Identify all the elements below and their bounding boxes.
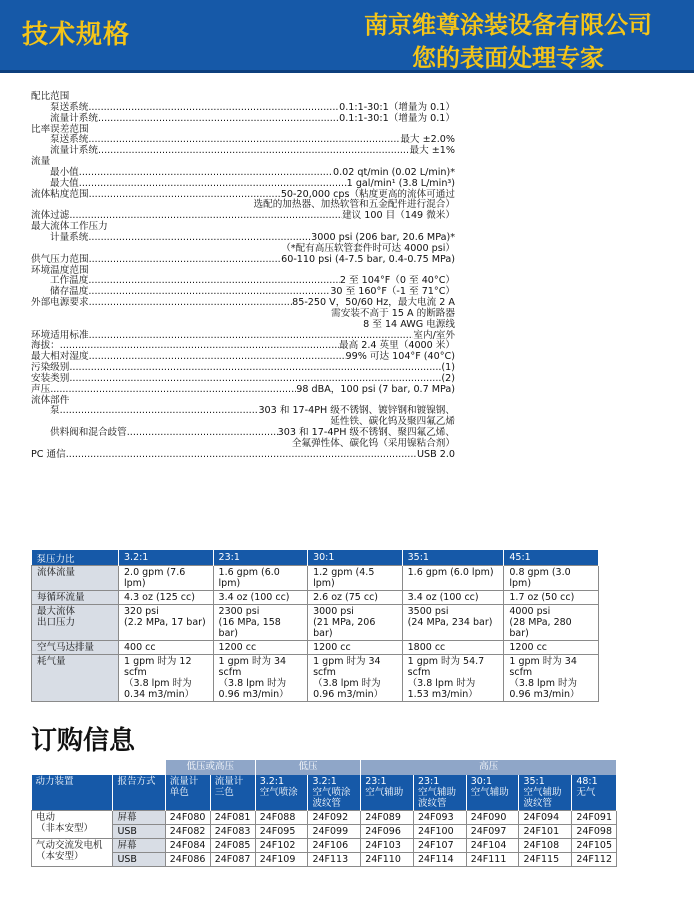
spec-row: 供料阀和混合歧管 ..... 303 和 17-4PH 级不锈钢、聚四氟乙烯、: [31, 428, 455, 439]
power-unit-label: 电动 （非本安型）: [32, 811, 113, 839]
table-header: 泵压力比: [32, 550, 119, 566]
table-cell: 1 gpm 时为 34 scfm （3.8 lpm 时为 0.96 m3/min）: [308, 655, 403, 702]
part-number: 24F114: [413, 853, 466, 867]
table-header: 30:1: [308, 550, 403, 566]
part-number: 24F113: [308, 853, 361, 867]
table-cell: 3.4 oz (100 cc): [402, 591, 504, 605]
table-header: 30:1 空气辅助: [466, 775, 519, 811]
spec-note: 需安装不高于 15 A 的断路器: [331, 307, 455, 319]
table-cell: 1 gpm 时为 34 scfm （3.8 lpm 时为 0.96 m3/min）: [213, 655, 308, 702]
table-cell: 3500 psi (24 MPa, 234 bar): [402, 605, 504, 641]
part-number: 24F100: [413, 825, 466, 839]
part-number: 24F088: [255, 811, 308, 825]
part-number: 24F098: [572, 825, 617, 839]
table-header: 45:1: [504, 550, 599, 566]
table-cell: 4000 psi (28 MPa, 280 bar): [504, 605, 599, 641]
row-label: 最大流体 出口压力: [32, 605, 119, 641]
spec-row: 泵送系统 ..... 0.1:1-30:1（增量为 0.1）: [31, 103, 455, 114]
company-slogan: 您的表面处理专家: [412, 44, 604, 72]
part-number: 24F099: [308, 825, 361, 839]
part-number: 24F091: [572, 811, 617, 825]
spec-note: 延性铁、碳化钨及聚四氟乙烯: [330, 416, 455, 428]
order-group-row: [32, 760, 617, 775]
spec-list: [31, 92, 455, 461]
table-row: [32, 839, 617, 853]
page-title: 技术规格: [22, 20, 131, 50]
part-number: 24F094: [519, 811, 572, 825]
table-header: 流量计 单色: [165, 775, 210, 811]
table-cell: 1200 cc: [308, 641, 403, 655]
power-unit-label: 气动交流发电机 （本安型）: [32, 839, 113, 867]
report-method: USB: [113, 825, 165, 839]
part-number: 24F095: [255, 825, 308, 839]
row-label: 流体流量: [32, 566, 119, 591]
part-number: 24F107: [413, 839, 466, 853]
table-header: 35:1: [402, 550, 504, 566]
table-cell: 4.3 oz (125 cc): [119, 591, 214, 605]
part-number: 24F090: [466, 811, 519, 825]
table-cell: 0.8 gpm (3.0 lpm): [504, 566, 599, 591]
part-number: 24F101: [519, 825, 572, 839]
report-method: 屏幕: [113, 811, 165, 825]
table-header: 35:1 空气辅助 波纹管: [519, 775, 572, 811]
spec-row: 最大值 ..... 1 gal/min¹ (3.8 L/min³): [31, 179, 455, 190]
part-number: 24F089: [361, 811, 414, 825]
table-row: [32, 811, 617, 825]
table-cell: 1.2 gpm (4.5 lpm): [308, 566, 403, 591]
part-number: 24F087: [210, 853, 255, 867]
table-cell: 1 gpm 时为 34 scfm （3.8 lpm 时为 0.96 m3/min）: [504, 655, 599, 702]
spec-row: 最小值 ..... 0.02 qt/min (0.02 L/min)*: [31, 168, 455, 179]
spec-note: 选配的加热器、加热软管和五金配件进行混合）: [253, 199, 455, 211]
report-method: USB: [113, 853, 165, 867]
spec-row: 流体过滤 ..... 建议 100 目（149 微米）: [31, 211, 455, 222]
table-cell: 1200 cc: [213, 641, 308, 655]
part-number: 24F112: [572, 853, 617, 867]
part-number: 24F081: [210, 811, 255, 825]
table-row: [32, 605, 599, 641]
spec-heading: 配比范围: [31, 91, 70, 102]
part-number: 24F083: [210, 825, 255, 839]
part-number: 24F102: [255, 839, 308, 853]
table-cell: 1 gpm 时为 12 scfm （3.8 lpm 时为 0.34 m3/min）: [119, 655, 214, 702]
spec-row: 储存温度 ..... 30 至 160°F（-1 至 71°C）: [31, 287, 455, 298]
row-label: 空气马达排量: [32, 641, 119, 655]
part-number: 24F105: [572, 839, 617, 853]
part-number: 24F093: [413, 811, 466, 825]
order-table: [31, 760, 617, 867]
table-row: [32, 825, 617, 839]
table-cell: 1 gpm 时为 54.7 scfm （3.8 lpm 时为 1.53 m3/min）: [402, 655, 504, 702]
part-number: 24F080: [165, 811, 210, 825]
spec-heading: 流体部件: [31, 394, 70, 406]
spec-row: 供气压力范围 ..... 60-110 psi (4-7.5 bar, 0.4-0.75 MPa): [31, 255, 455, 266]
table-row: [32, 853, 617, 867]
table-row: [32, 641, 599, 655]
row-label: 耗气量: [32, 655, 119, 702]
spec-row: 流量计系统 ..... 0.1:1-30:1（增量为 0.1）: [31, 114, 455, 125]
spec-row: 泵 ..... 303 和 17-4PH 级不锈钢、镀锌钢和镀镍钢、: [31, 406, 455, 417]
part-number: 24F085: [210, 839, 255, 853]
table-cell: 3.4 oz (100 cc): [213, 591, 308, 605]
spec-heading: 比率误差范围: [31, 123, 89, 135]
table-header: 23:1 空气辅助: [361, 775, 414, 811]
spec-row: 海拔： ..... 最高 2.4 英里（4000 米）: [31, 341, 455, 352]
table-cell: 1.6 gpm (6.0 lpm): [213, 566, 308, 591]
spec-row: 泵送系统 ..... 最大 ±2.0%: [31, 135, 455, 146]
spec-row: PC 通信 ..... USB 2.0: [31, 450, 455, 461]
table-header: 23:1: [213, 550, 308, 566]
row-label: 每循环流量: [32, 591, 119, 605]
part-number: 24F103: [361, 839, 414, 853]
spec-row: 最大相对湿度 ..... 99% 可达 104°F (40°C): [31, 352, 455, 363]
table-header: 动力装置: [32, 775, 113, 811]
spec-row: 安装类别 ..... (2): [31, 374, 455, 385]
group-header: 低压: [255, 760, 361, 775]
part-number: 24F111: [466, 853, 519, 867]
order-title: 订购信息: [31, 726, 136, 756]
table-cell: 3000 psi (21 MPa, 206 bar): [308, 605, 403, 641]
part-number: 24F108: [519, 839, 572, 853]
table-cell: 2.0 gpm (7.6 lpm): [119, 566, 214, 591]
order-header-row: [32, 775, 617, 811]
pump-ratio-table: [31, 550, 599, 702]
spec-row: 污染级别 ..... (1): [31, 363, 455, 374]
company-name: 南京维尊涂装设备有限公司: [364, 11, 652, 39]
spec-heading: 环境温度范围: [31, 264, 89, 276]
part-number: 24F092: [308, 811, 361, 825]
table-row: [32, 566, 599, 591]
table-cell: 1200 cc: [504, 641, 599, 655]
spec-row: 外部电源要求 ..... 85-250 V，50/60 Hz，最大电流 2 A: [31, 298, 455, 309]
spec-row: 计量系统 ..... 3000 psi (206 bar, 20.6 MPa)*: [31, 233, 455, 244]
spec-row: 工作温度 ..... 2 至 104°F（0 至 40°C）: [31, 276, 455, 287]
table-cell: 2.6 oz (75 cc): [308, 591, 403, 605]
table-header-row: [32, 550, 599, 566]
part-number: 24F097: [466, 825, 519, 839]
table-header: 报告方式: [113, 775, 165, 811]
table-cell: 320 psi (2.2 MPa, 17 bar): [119, 605, 214, 641]
spec-note: 全氟弹性体、碳化钨（采用镍粘合剂）: [291, 438, 455, 449]
part-number: 24F106: [308, 839, 361, 853]
table-header: 3.2:1 空气喷涂 波纹管: [308, 775, 361, 811]
table-header: 流量计 三色: [210, 775, 255, 811]
group-header: 高压: [361, 760, 617, 775]
report-method: 屏幕: [113, 839, 165, 853]
table-cell: 1.7 oz (50 cc): [504, 591, 599, 605]
spec-heading: 最大流体工作压力: [31, 221, 108, 233]
part-number: 24F082: [165, 825, 210, 839]
part-number: 24F115: [519, 853, 572, 867]
part-number: 24F104: [466, 839, 519, 853]
table-header: 48:1 无气: [572, 775, 617, 811]
table-cell: 400 cc: [119, 641, 214, 655]
spec-row: 声压 ..... 98 dBA，100 psi (7 bar, 0.7 MPa): [31, 385, 455, 396]
table-header: 3.2:1 空气喷涂: [255, 775, 308, 811]
group-header: 低压或高压: [165, 760, 255, 775]
part-number: 24F096: [361, 825, 414, 839]
part-number: 24F109: [255, 853, 308, 867]
table-cell: 1.6 gpm (6.0 lpm): [402, 566, 504, 591]
table-row: [32, 591, 599, 605]
spec-row: 流体粘度范围 ..... 50-20,000 cps（粘度更高的流体可通过: [31, 190, 455, 201]
spec-note: （*配有高压软管套件时可达 4000 psi）: [281, 242, 455, 254]
header-banner: [0, 0, 694, 73]
table-row: [32, 655, 599, 702]
part-number: 24F084: [165, 839, 210, 853]
spec-row: 环境适用标准 ..... 室内/室外: [31, 331, 455, 342]
table-header: 3.2:1: [119, 550, 214, 566]
spec-row: 流量计系统 ..... 最大 ±1%: [31, 146, 455, 157]
table-cell: 2300 psi (16 MPa, 158 bar): [213, 605, 308, 641]
table-cell: 1800 cc: [402, 641, 504, 655]
part-number: 24F086: [165, 853, 210, 867]
part-number: 24F110: [361, 853, 414, 867]
table-header: 23:1 空气辅助 波纹管: [413, 775, 466, 811]
spec-heading: 流量: [31, 156, 51, 168]
spec-note: 8 至 14 AWG 电源线: [363, 318, 455, 330]
